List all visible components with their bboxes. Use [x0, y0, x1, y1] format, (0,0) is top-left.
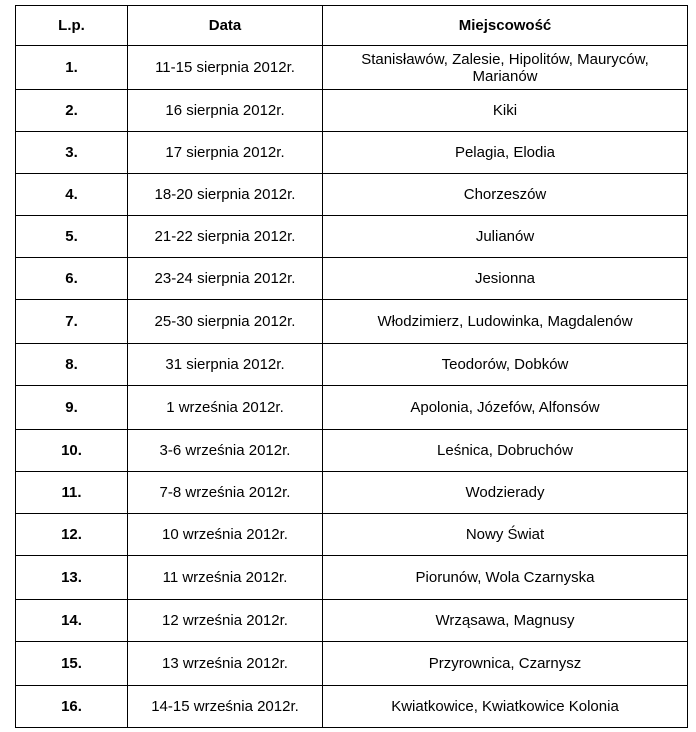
- header-place: Miejscowość: [323, 6, 688, 46]
- row-place: Kiki: [323, 90, 688, 132]
- table-row: [16, 132, 688, 174]
- row-date: 13 września 2012r.: [128, 642, 323, 686]
- table-row: [16, 300, 688, 344]
- row-date: 3-6 września 2012r.: [128, 430, 323, 472]
- row-date: 11 września 2012r.: [128, 556, 323, 600]
- row-lp: 12.: [16, 514, 128, 556]
- row-place: Kwiatkowice, Kwiatkowice Kolonia: [323, 686, 688, 728]
- row-lp: 15.: [16, 642, 128, 686]
- row-lp: 11.: [16, 472, 128, 514]
- row-lp: 6.: [16, 258, 128, 300]
- row-lp: 10.: [16, 430, 128, 472]
- row-place: Przyrownica, Czarnysz: [323, 642, 688, 686]
- row-lp: 8.: [16, 344, 128, 386]
- row-lp: 14.: [16, 600, 128, 642]
- table-header-row: [16, 6, 688, 46]
- row-date: 1 września 2012r.: [128, 386, 323, 430]
- header-lp: L.p.: [16, 6, 128, 46]
- table-row: [16, 556, 688, 600]
- row-date: 25-30 sierpnia 2012r.: [128, 300, 323, 344]
- table-row: [16, 90, 688, 132]
- row-date: 17 sierpnia 2012r.: [128, 132, 323, 174]
- table-row: [16, 430, 688, 472]
- row-place: Wodzierady: [323, 472, 688, 514]
- row-place: Leśnica, Dobruchów: [323, 430, 688, 472]
- row-date: 12 września 2012r.: [128, 600, 323, 642]
- row-lp: 9.: [16, 386, 128, 430]
- row-date: 14-15 września 2012r.: [128, 686, 323, 728]
- row-lp: 1.: [16, 46, 128, 90]
- row-place: Wrząsawa, Magnusy: [323, 600, 688, 642]
- table-row: [16, 174, 688, 216]
- row-place: Stanisławów, Zalesie, Hipolitów, Mauryców, Marianów: [323, 46, 688, 90]
- row-lp: 7.: [16, 300, 128, 344]
- row-place: Nowy Świat: [323, 514, 688, 556]
- table-row: [16, 514, 688, 556]
- table-row: [16, 344, 688, 386]
- table-row: [16, 642, 688, 686]
- row-place: Teodorów, Dobków: [323, 344, 688, 386]
- table-row: [16, 472, 688, 514]
- row-lp: 3.: [16, 132, 128, 174]
- row-place: Pelagia, Elodia: [323, 132, 688, 174]
- row-place: Chorzeszów: [323, 174, 688, 216]
- table-row: [16, 258, 688, 300]
- row-date: 10 września 2012r.: [128, 514, 323, 556]
- header-date: Data: [128, 6, 323, 46]
- row-lp: 2.: [16, 90, 128, 132]
- row-date: 23-24 sierpnia 2012r.: [128, 258, 323, 300]
- row-date: 21-22 sierpnia 2012r.: [128, 216, 323, 258]
- row-lp: 4.: [16, 174, 128, 216]
- row-place: Julianów: [323, 216, 688, 258]
- table-row: [16, 686, 688, 728]
- row-lp: 16.: [16, 686, 128, 728]
- row-place: Piorunów, Wola Czarnyska: [323, 556, 688, 600]
- table-row: [16, 216, 688, 258]
- row-place: Apolonia, Józefów, Alfonsów: [323, 386, 688, 430]
- table-row: [16, 386, 688, 430]
- row-place: Włodzimierz, Ludowinka, Magdalenów: [323, 300, 688, 344]
- schedule-table: [15, 5, 688, 728]
- row-date: 11-15 sierpnia 2012r.: [128, 46, 323, 90]
- row-lp: 13.: [16, 556, 128, 600]
- row-date: 16 sierpnia 2012r.: [128, 90, 323, 132]
- row-date: 18-20 sierpnia 2012r.: [128, 174, 323, 216]
- row-date: 7-8 września 2012r.: [128, 472, 323, 514]
- row-lp: 5.: [16, 216, 128, 258]
- row-date: 31 sierpnia 2012r.: [128, 344, 323, 386]
- table-row: [16, 46, 688, 90]
- table-row: [16, 600, 688, 642]
- row-place: Jesionna: [323, 258, 688, 300]
